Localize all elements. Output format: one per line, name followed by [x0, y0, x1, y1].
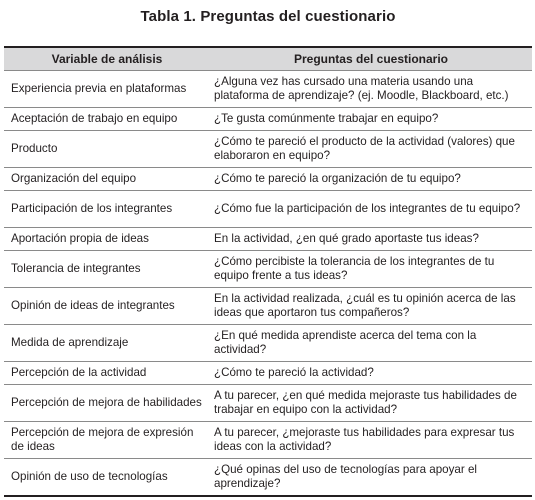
header-questions: Preguntas del cuestionario	[210, 47, 532, 71]
table-row	[4, 362, 532, 385]
table-row	[4, 168, 532, 191]
question-cell: ¿Qué opinas del uso de tecnologías para apoyar el aprendizaje?	[210, 459, 532, 497]
table-header-row	[4, 47, 532, 71]
question-cell: ¿Alguna vez has cursado una materia usando una plataforma de aprendizaje? (ej. Moodle, Blackboard, etc.)	[210, 71, 532, 108]
variable-cell: Percepción de la actividad	[4, 362, 210, 385]
table-row	[4, 108, 532, 131]
table-row	[4, 228, 532, 251]
questionnaire-table	[4, 46, 532, 497]
table-row	[4, 385, 532, 422]
question-cell: A tu parecer, ¿en qué medida mejoraste tus habilidades de trabajar en equipo con la actividad?	[210, 385, 532, 422]
table-row	[4, 131, 532, 168]
question-cell: A tu parecer, ¿mejoraste tus habilidades para expresar tus ideas con la actividad?	[210, 422, 532, 459]
variable-cell: Percepción de mejora de expresión de ideas	[4, 422, 210, 459]
variable-cell: Opinión de uso de tecnologías	[4, 459, 210, 497]
header-variable: Variable de análisis	[4, 47, 210, 71]
table-row	[4, 71, 532, 108]
question-cell: En la actividad realizada, ¿cuál es tu opinión acerca de las ideas que aportaron tus compañeros?	[210, 288, 532, 325]
variable-cell: Participación de los integrantes	[4, 191, 210, 228]
question-cell: ¿Cómo te pareció la actividad?	[210, 362, 532, 385]
question-cell: ¿Te gusta comúnmente trabajar en equipo?	[210, 108, 532, 131]
question-cell: ¿En qué medida aprendiste acerca del tema con la actividad?	[210, 325, 532, 362]
variable-cell: Producto	[4, 131, 210, 168]
table-row	[4, 422, 532, 459]
table-row	[4, 191, 532, 228]
variable-cell: Organización del equipo	[4, 168, 210, 191]
question-cell: ¿Cómo fue la participación de los integrantes de tu equipo?	[210, 191, 532, 228]
question-cell: ¿Cómo te pareció la organización de tu equipo?	[210, 168, 532, 191]
variable-cell: Experiencia previa en plataformas	[4, 71, 210, 108]
variable-cell: Opinión de ideas de integrantes	[4, 288, 210, 325]
table-row	[4, 251, 532, 288]
table-row	[4, 459, 532, 497]
table-caption: Tabla 1. Preguntas del cuestionario	[140, 8, 396, 25]
document	[4, 0, 532, 490]
question-cell: ¿Cómo percibiste la tolerancia de los integrantes de tu equipo frente a tus ideas?	[210, 251, 532, 288]
question-cell: ¿Cómo te pareció el producto de la actividad (valores) que elaboraron en equipo?	[210, 131, 532, 168]
variable-cell: Aceptación de trabajo en equipo	[4, 108, 210, 131]
table-row	[4, 325, 532, 362]
table-row	[4, 288, 532, 325]
variable-cell: Percepción de mejora de habilidades	[4, 385, 210, 422]
variable-cell: Medida de aprendizaje	[4, 325, 210, 362]
variable-cell: Tolerancia de integrantes	[4, 251, 210, 288]
variable-cell: Aportación propia de ideas	[4, 228, 210, 251]
question-cell: En la actividad, ¿en qué grado aportaste tus ideas?	[210, 228, 532, 251]
